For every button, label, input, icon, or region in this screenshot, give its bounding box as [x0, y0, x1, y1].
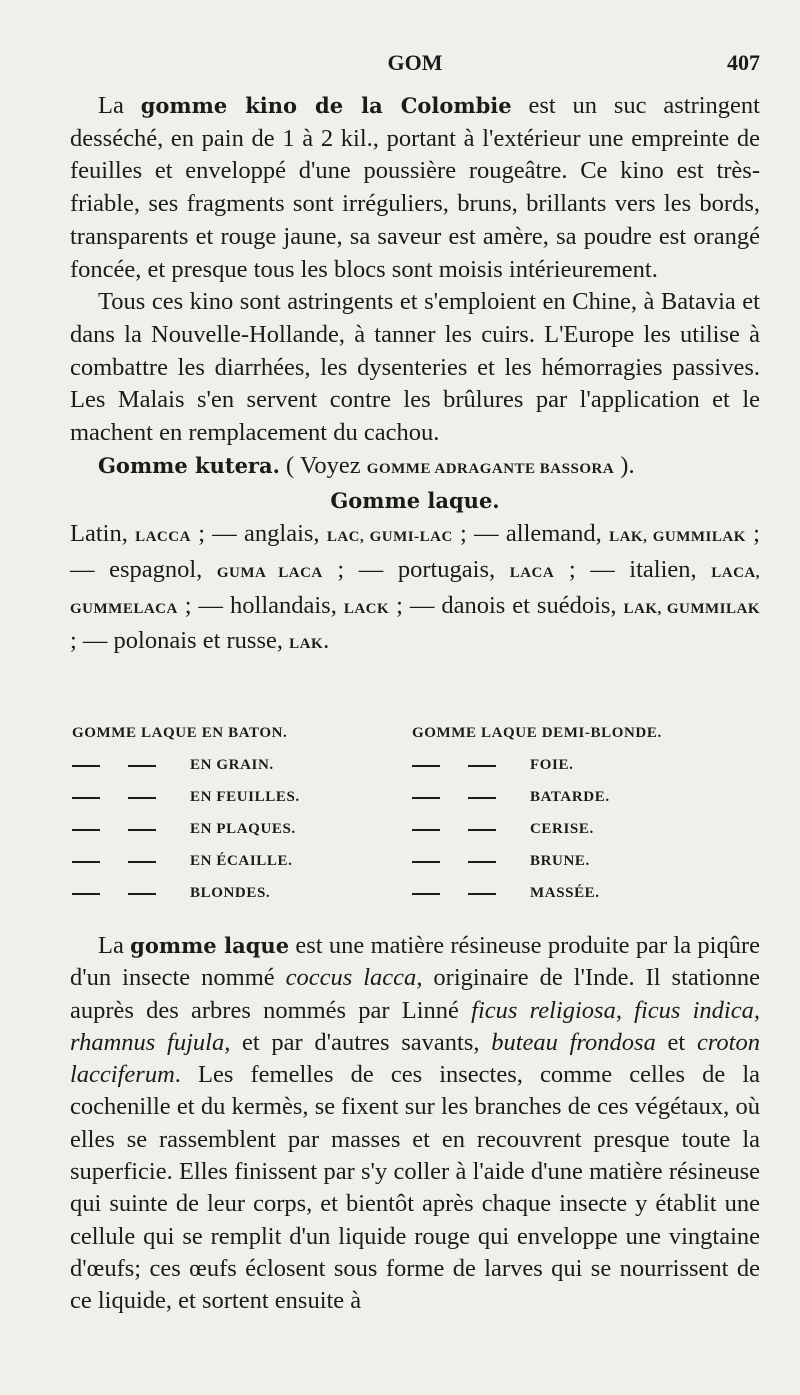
type-item: EN GRAIN. [190, 757, 274, 773]
ditto-dash [72, 829, 100, 831]
names-text: ; — allemand, [452, 520, 610, 548]
header-title: GOM [387, 50, 443, 75]
paragraph-kino-uses: Tous ces kino sont astringents et s'emploient en Chine, à Batavia et dans la Nouvelle-Hollande, à tanner les cuirs. L'Europe les utilise à combattre les diarrhées, les dysenteries et les hémorragies passives. Les Malais s'en servent contre les brûlures par l'application et le machent en remplacement du cachou. [70, 288, 760, 447]
ditto-dash [468, 861, 496, 863]
latin-name: coccus lacca [285, 964, 417, 992]
names-term: LACA, GUMMELACA [70, 564, 760, 617]
names-term: LAK, GUMMILAK [623, 600, 760, 617]
ditto-dash [412, 861, 440, 863]
para4-text: et [655, 1028, 697, 1056]
names-term: LACA [509, 564, 555, 581]
ditto-dash [412, 893, 440, 895]
paragraph-kino-colombie [70, 90, 760, 286]
types-row [72, 885, 762, 917]
ditto-dash [128, 797, 156, 799]
ditto-dash [128, 893, 156, 895]
running-header [70, 50, 760, 80]
type-item-wrap [72, 821, 296, 838]
type-item-wrap [72, 853, 292, 870]
ditto-dash [412, 797, 440, 799]
para4-text: . Les femelles de ces insectes, comme celles de la cochenille et du kermès, se fixent sur les branches de ces végétaux, où elles se rassemblent par masses et en recouvrent presque toute la superficie. Elles finissent par s'y coller à l'aide d'une matière résineuse qui suinte de leur corps, et bientôt après chaque insecte y établit une cellule qui se remplit d'un liquide rouge qui enveloppe une vingtaine d'œufs; ces œufs éclosent sous forme de larves qui se nourrissent de ce liquide, et sortent ensuite à [70, 1061, 760, 1315]
names-term: LAK, GUMMILAK [609, 529, 746, 546]
type-item-wrap [72, 757, 274, 774]
types-row [72, 757, 762, 789]
latin-name: buteau frondosa [491, 1028, 656, 1056]
type-item-wrap [412, 853, 590, 870]
names-text: ; — anglais, [190, 520, 327, 548]
ditto-dash [72, 797, 100, 799]
latin-name: ficus religiosa, ficus indica, rhamnus fujula, [70, 996, 760, 1056]
ditto-dash [412, 829, 440, 831]
ditto-dash [128, 765, 156, 767]
page-number: 407 [727, 50, 760, 75]
ditto-dash [128, 861, 156, 863]
type-item: BLONDES. [190, 885, 271, 901]
ditto-dash [72, 861, 100, 863]
paragraph-gomme-laque [70, 930, 760, 1318]
term-gomme-laque: gomme laque [130, 933, 290, 958]
type-item-wrap [72, 789, 300, 806]
types-row [72, 789, 762, 821]
type-item: EN PLAQUES. [190, 821, 296, 837]
names-term: LAK [289, 636, 324, 653]
text-block-lower [70, 930, 760, 1318]
names-text: ; — danois et suédois, [389, 591, 624, 619]
types-list [72, 725, 762, 917]
para4-text: et par d'autres savants, [230, 1028, 492, 1056]
type-item: BATARDE. [530, 789, 610, 805]
names-text: ; — italien, [554, 555, 712, 583]
names-term: GUMA LACA [216, 564, 323, 581]
type-item: FOIE. [530, 757, 574, 773]
type-item: GOMME LAQUE EN BATON. [72, 725, 288, 741]
paragraph-gomme-kutera [70, 450, 760, 486]
type-item-wrap [412, 885, 600, 902]
para4-text: est une matière résineuse produite par la piqûre d'un insecte nommé [70, 932, 761, 992]
ditto-dash [468, 893, 496, 895]
type-item: MASSÉE. [530, 885, 600, 901]
names-text: Latin, [70, 520, 136, 548]
names-term: LAC, GUMI-LAC [326, 529, 453, 546]
para3-close: ). [614, 451, 635, 479]
para4-text: La [98, 932, 131, 959]
types-row [72, 853, 762, 885]
names-text: ; — espagnol, [70, 520, 760, 583]
ditto-dash [412, 765, 440, 767]
ditto-dash [468, 797, 496, 799]
para3-open: ( Voyez [279, 451, 367, 479]
type-item-wrap [412, 789, 610, 806]
type-item-wrap [72, 885, 270, 902]
type-item: BRUNE. [530, 853, 590, 869]
type-item-wrap [412, 757, 573, 774]
paragraph-names [70, 518, 760, 661]
type-item: EN ÉCAILLE. [190, 853, 293, 869]
ditto-dash [72, 893, 100, 895]
type-item: EN FEUILLES. [190, 789, 300, 805]
ditto-dash [72, 765, 100, 767]
heading-gomme-laque: Gomme laque. [330, 488, 500, 514]
cross-reference: GOMME ADRAGANTE BASSORA [366, 460, 615, 477]
ditto-dash [468, 829, 496, 831]
names-text: ; — polonais et russe, [70, 627, 290, 655]
types-row [72, 725, 762, 757]
section-heading [70, 485, 760, 518]
ditto-dash [128, 829, 156, 831]
latin-name: croton lacciferum [70, 1028, 760, 1089]
names-text: . [323, 627, 330, 655]
text-block-upper [70, 90, 760, 661]
type-item: GOMME LAQUE DEMI-BLONDE. [412, 725, 662, 741]
term-gomme-kino: gomme kino de la Colombie [140, 93, 512, 118]
para4-text: , originaire de l'Inde. Il stationne auprès des arbres nommés par Linné [70, 964, 760, 1024]
ditto-dash [468, 765, 496, 767]
names-term: LACK [343, 600, 390, 617]
names-text: ; — hollandais, [177, 591, 344, 619]
type-item-wrap [412, 821, 594, 838]
types-row [72, 821, 762, 853]
names-term: LACCA [135, 529, 191, 546]
names-text: ; — portugais, [322, 555, 510, 583]
type-item: CERISE. [530, 821, 594, 837]
para1-text: est un suc astringent desséché, en pain de 1 à 2 kil., portant à l'extérieur une empreinte de feuilles et enveloppé d'une poussière rougeâtre. Ce kino est très-friable, ses fragments sont irréguliers, bruns, brillants vers les bords, transparents et rouge jaune, sa saveur est amère, sa poudre est orangé foncée, et presque tous les blocs sont moisis intérieurement. [70, 92, 760, 283]
term-gomme-kutera: Gomme kutera. [98, 452, 280, 478]
para1-lead: La [98, 92, 141, 119]
